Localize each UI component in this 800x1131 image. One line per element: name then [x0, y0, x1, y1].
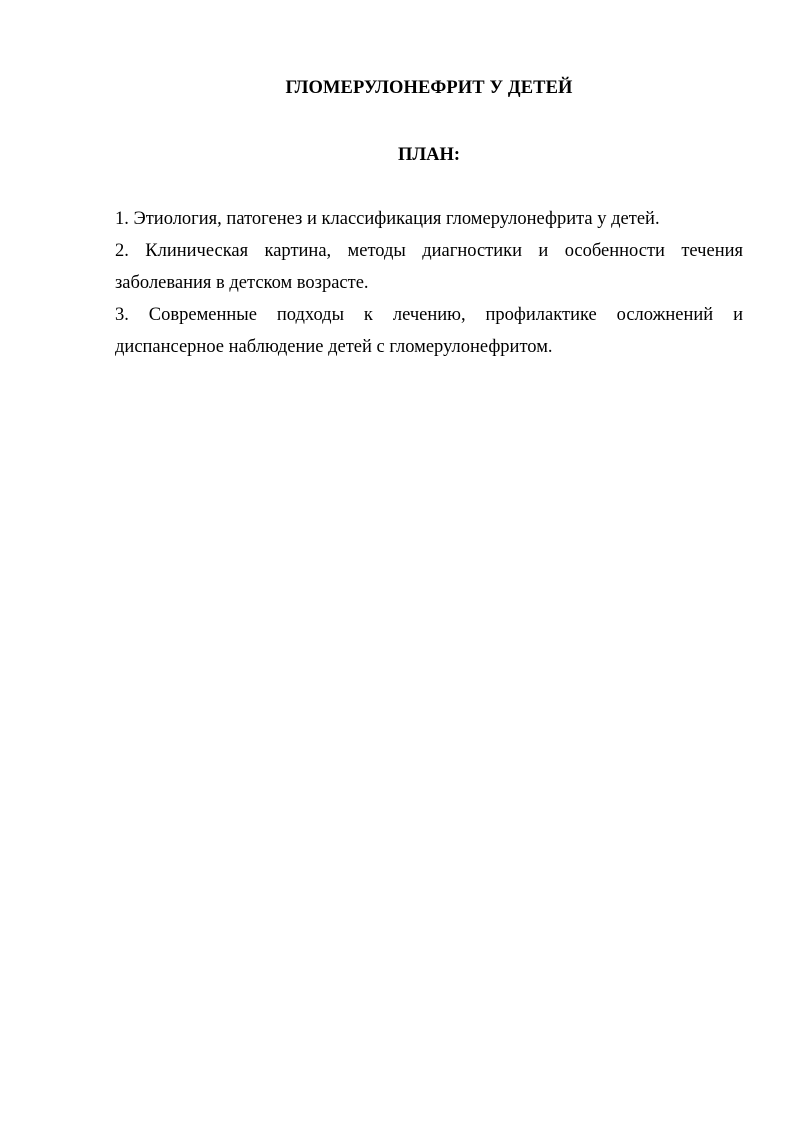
plan-item-2: 2. Клиническая картина, методы диагностики и особенности течения заболевания в детском возрасте. [115, 241, 743, 293]
plan-item-1: 1. Этиология, патогенез и классификация гломерулонефрита у детей. [115, 209, 660, 229]
plan-list [115, 203, 743, 363]
document-title: ГЛОМЕРУЛОНЕФРИТ У ДЕТЕЙ [285, 78, 573, 98]
plan-heading: ПЛАН: [397, 145, 461, 165]
plan-item-3: 3. Современные подходы к лечению, профилактике осложнений и диспансерное наблюдение детей с гломерулонефритом. [115, 305, 743, 357]
